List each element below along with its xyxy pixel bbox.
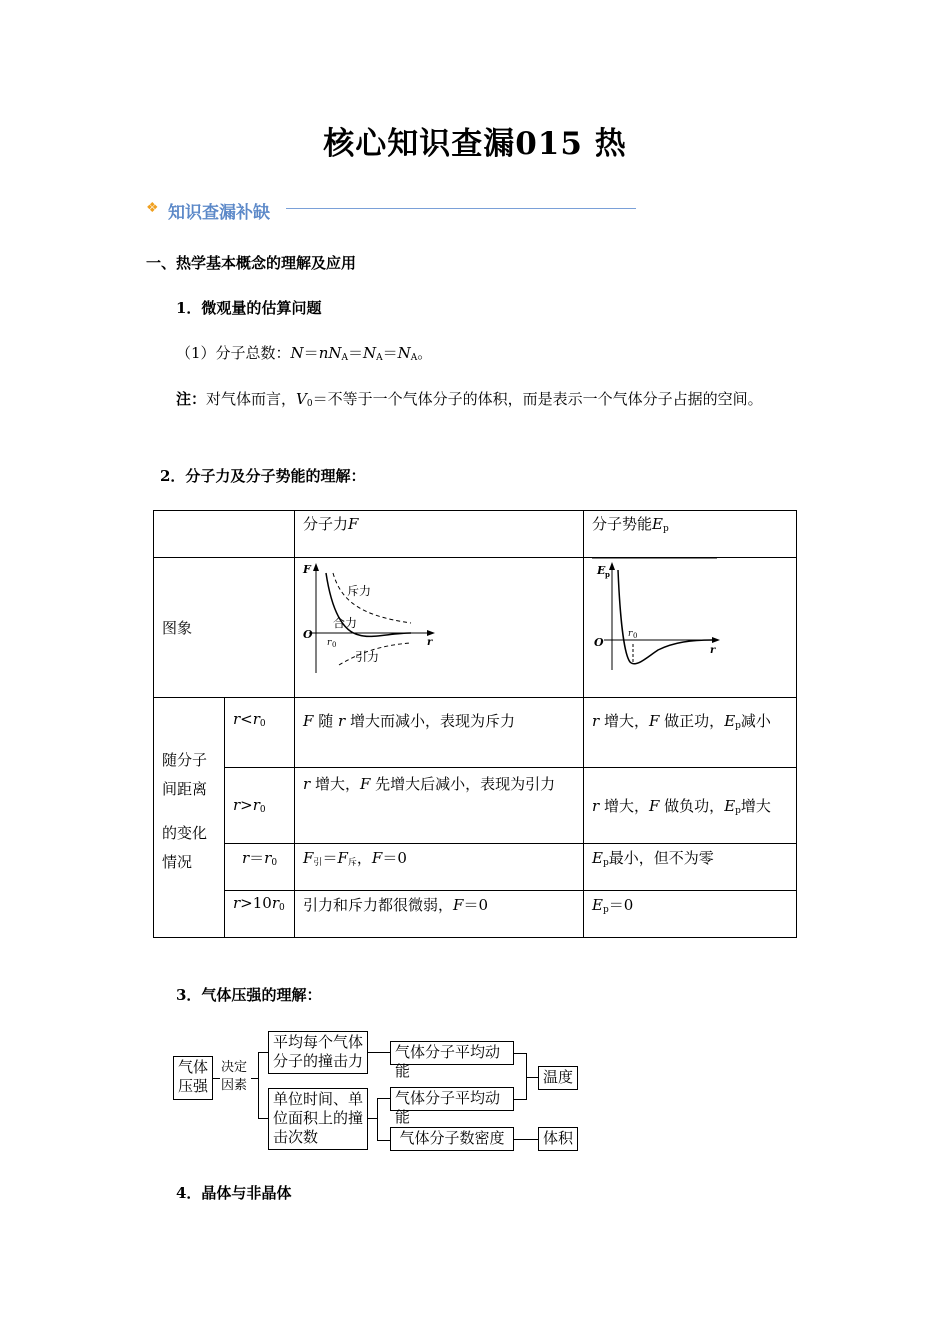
force-graph-origin: O <box>303 628 313 641</box>
energy-graph-y-arrow <box>609 562 615 570</box>
flow-volume-box: 体积 <box>538 1127 578 1151</box>
energy-r-less-r0: r 增大，F 做正功，$E_p$减小 <box>584 698 797 768</box>
page-title: 核心知识查漏015 热 <box>323 126 627 162</box>
flow-line <box>258 1052 268 1053</box>
flow-decide-label: 决定 因素 <box>221 1060 248 1093</box>
energy-graph-x-label: r <box>710 645 716 656</box>
cond-r-greater-r0: $r>r_0$ <box>225 768 295 844</box>
force-r-greater-r0: r 增大，F 先增大后减小，表现为引力 <box>295 768 584 844</box>
energy-graph-cell <box>584 558 797 698</box>
flow-line <box>377 1098 390 1099</box>
flow-line <box>368 1118 377 1119</box>
header-force: 分子力F <box>295 511 584 558</box>
repulsive-label: 斥力 <box>347 584 372 598</box>
cond-r-less-r0: $r<r_0$ <box>225 698 295 768</box>
energy-graph <box>592 558 727 674</box>
flow-line <box>213 1078 220 1079</box>
flow-branch-line <box>258 1052 259 1118</box>
flow-factor2-box: 单位时间、单 位面积上的撞 击次数 <box>268 1088 368 1150</box>
flow-kinetic-box-2: 气体分子平均动能 <box>390 1087 514 1111</box>
energy-curve <box>618 570 712 664</box>
flow-line <box>514 1053 526 1054</box>
subheading-3: 3．气体压强的理解： <box>176 986 322 1004</box>
cond-r-equal-r0: $r=r_0$ <box>225 844 295 891</box>
subheading-2: 2．分子力及分子势能的理解： <box>160 467 366 485</box>
energy-graph-r0-sub: 0 <box>633 632 638 640</box>
table-corner-cell <box>154 511 295 558</box>
flow-line <box>377 1140 390 1141</box>
energy-r-equal-r0: $E_p$最小，但不为零 <box>584 844 797 891</box>
flow-line <box>514 1099 526 1100</box>
paragraph-molecule-count: （1）分子总数：$N=nN_A=N_A=N_A$。 <box>176 344 433 363</box>
flow-line <box>514 1139 538 1140</box>
flow-line <box>251 1078 258 1079</box>
force-graph-r0-sub: 0 <box>332 641 337 649</box>
force-r-equal-r0: $F_引=F_斥$，F＝0 <box>295 844 584 891</box>
energy-graph-y-sub: p <box>605 570 610 579</box>
energy-graph-r0: r <box>628 629 633 639</box>
cond-r-far: $r>10r_0$ <box>225 891 295 938</box>
flow-line <box>258 1118 268 1119</box>
flow-factor1-box: 平均每个气体 分子的撞击力 <box>268 1031 368 1074</box>
flow-root-box: 气体 压强 <box>173 1056 213 1100</box>
force-r-far: 引力和斥力都很微弱，F＝0 <box>295 891 584 938</box>
resultant-label: 合力 <box>333 616 358 630</box>
flow-temperature-box: 温度 <box>538 1066 578 1090</box>
flow-line <box>368 1052 390 1053</box>
header-energy: 分子势能$E_p$ <box>584 511 797 558</box>
molecular-force-table <box>153 510 797 938</box>
flow-density-box: 气体分子数密度 <box>390 1127 514 1151</box>
diamond-arrow-icon: ❖ <box>146 200 159 216</box>
row-label-graph: 图象 <box>154 558 295 698</box>
flow-line <box>526 1077 538 1078</box>
force-graph-x-arrow <box>427 630 435 636</box>
attractive-label: 引力 <box>355 650 380 664</box>
force-graph-y-label: F <box>303 563 311 576</box>
banner-label: 知识查漏补缺 <box>168 203 270 223</box>
gas-pressure-flowchart <box>173 1030 583 1155</box>
section-heading-1: 一、热学基本概念的理解及应用 <box>146 254 357 272</box>
note-paragraph: 注：对气体而言，$V_0=$不等于一个气体分子的体积，而是表示一个气体分子占据的空间。 <box>176 390 763 409</box>
flow-branch-line <box>377 1098 378 1140</box>
force-graph-cell <box>295 558 584 698</box>
force-graph <box>299 561 459 677</box>
force-graph-r0: r <box>327 638 332 648</box>
flow-kinetic-box-1: 气体分子平均动能 <box>390 1041 514 1065</box>
banner-divider <box>286 208 636 209</box>
force-graph-x-label: r <box>427 637 433 648</box>
energy-r-greater-r0: r 增大，F 做负功，$E_p$增大 <box>584 768 797 844</box>
force-r-less-r0: F 随 r 增大而减小，表现为斥力 <box>295 698 584 768</box>
subheading-4: 4．晶体与非晶体 <box>176 1184 292 1202</box>
energy-r-far: $E_p=0$ <box>584 891 797 938</box>
subheading-1: 1．微观量的估算问题 <box>176 299 322 317</box>
force-graph-y-arrow <box>313 563 319 571</box>
group-label-cell: 随分子 间距离 的变化 情况 <box>154 698 225 938</box>
energy-graph-y-label: E <box>597 564 606 577</box>
energy-graph-x-arrow <box>712 637 720 643</box>
section-banner <box>146 198 641 223</box>
energy-graph-origin: O <box>594 636 604 649</box>
